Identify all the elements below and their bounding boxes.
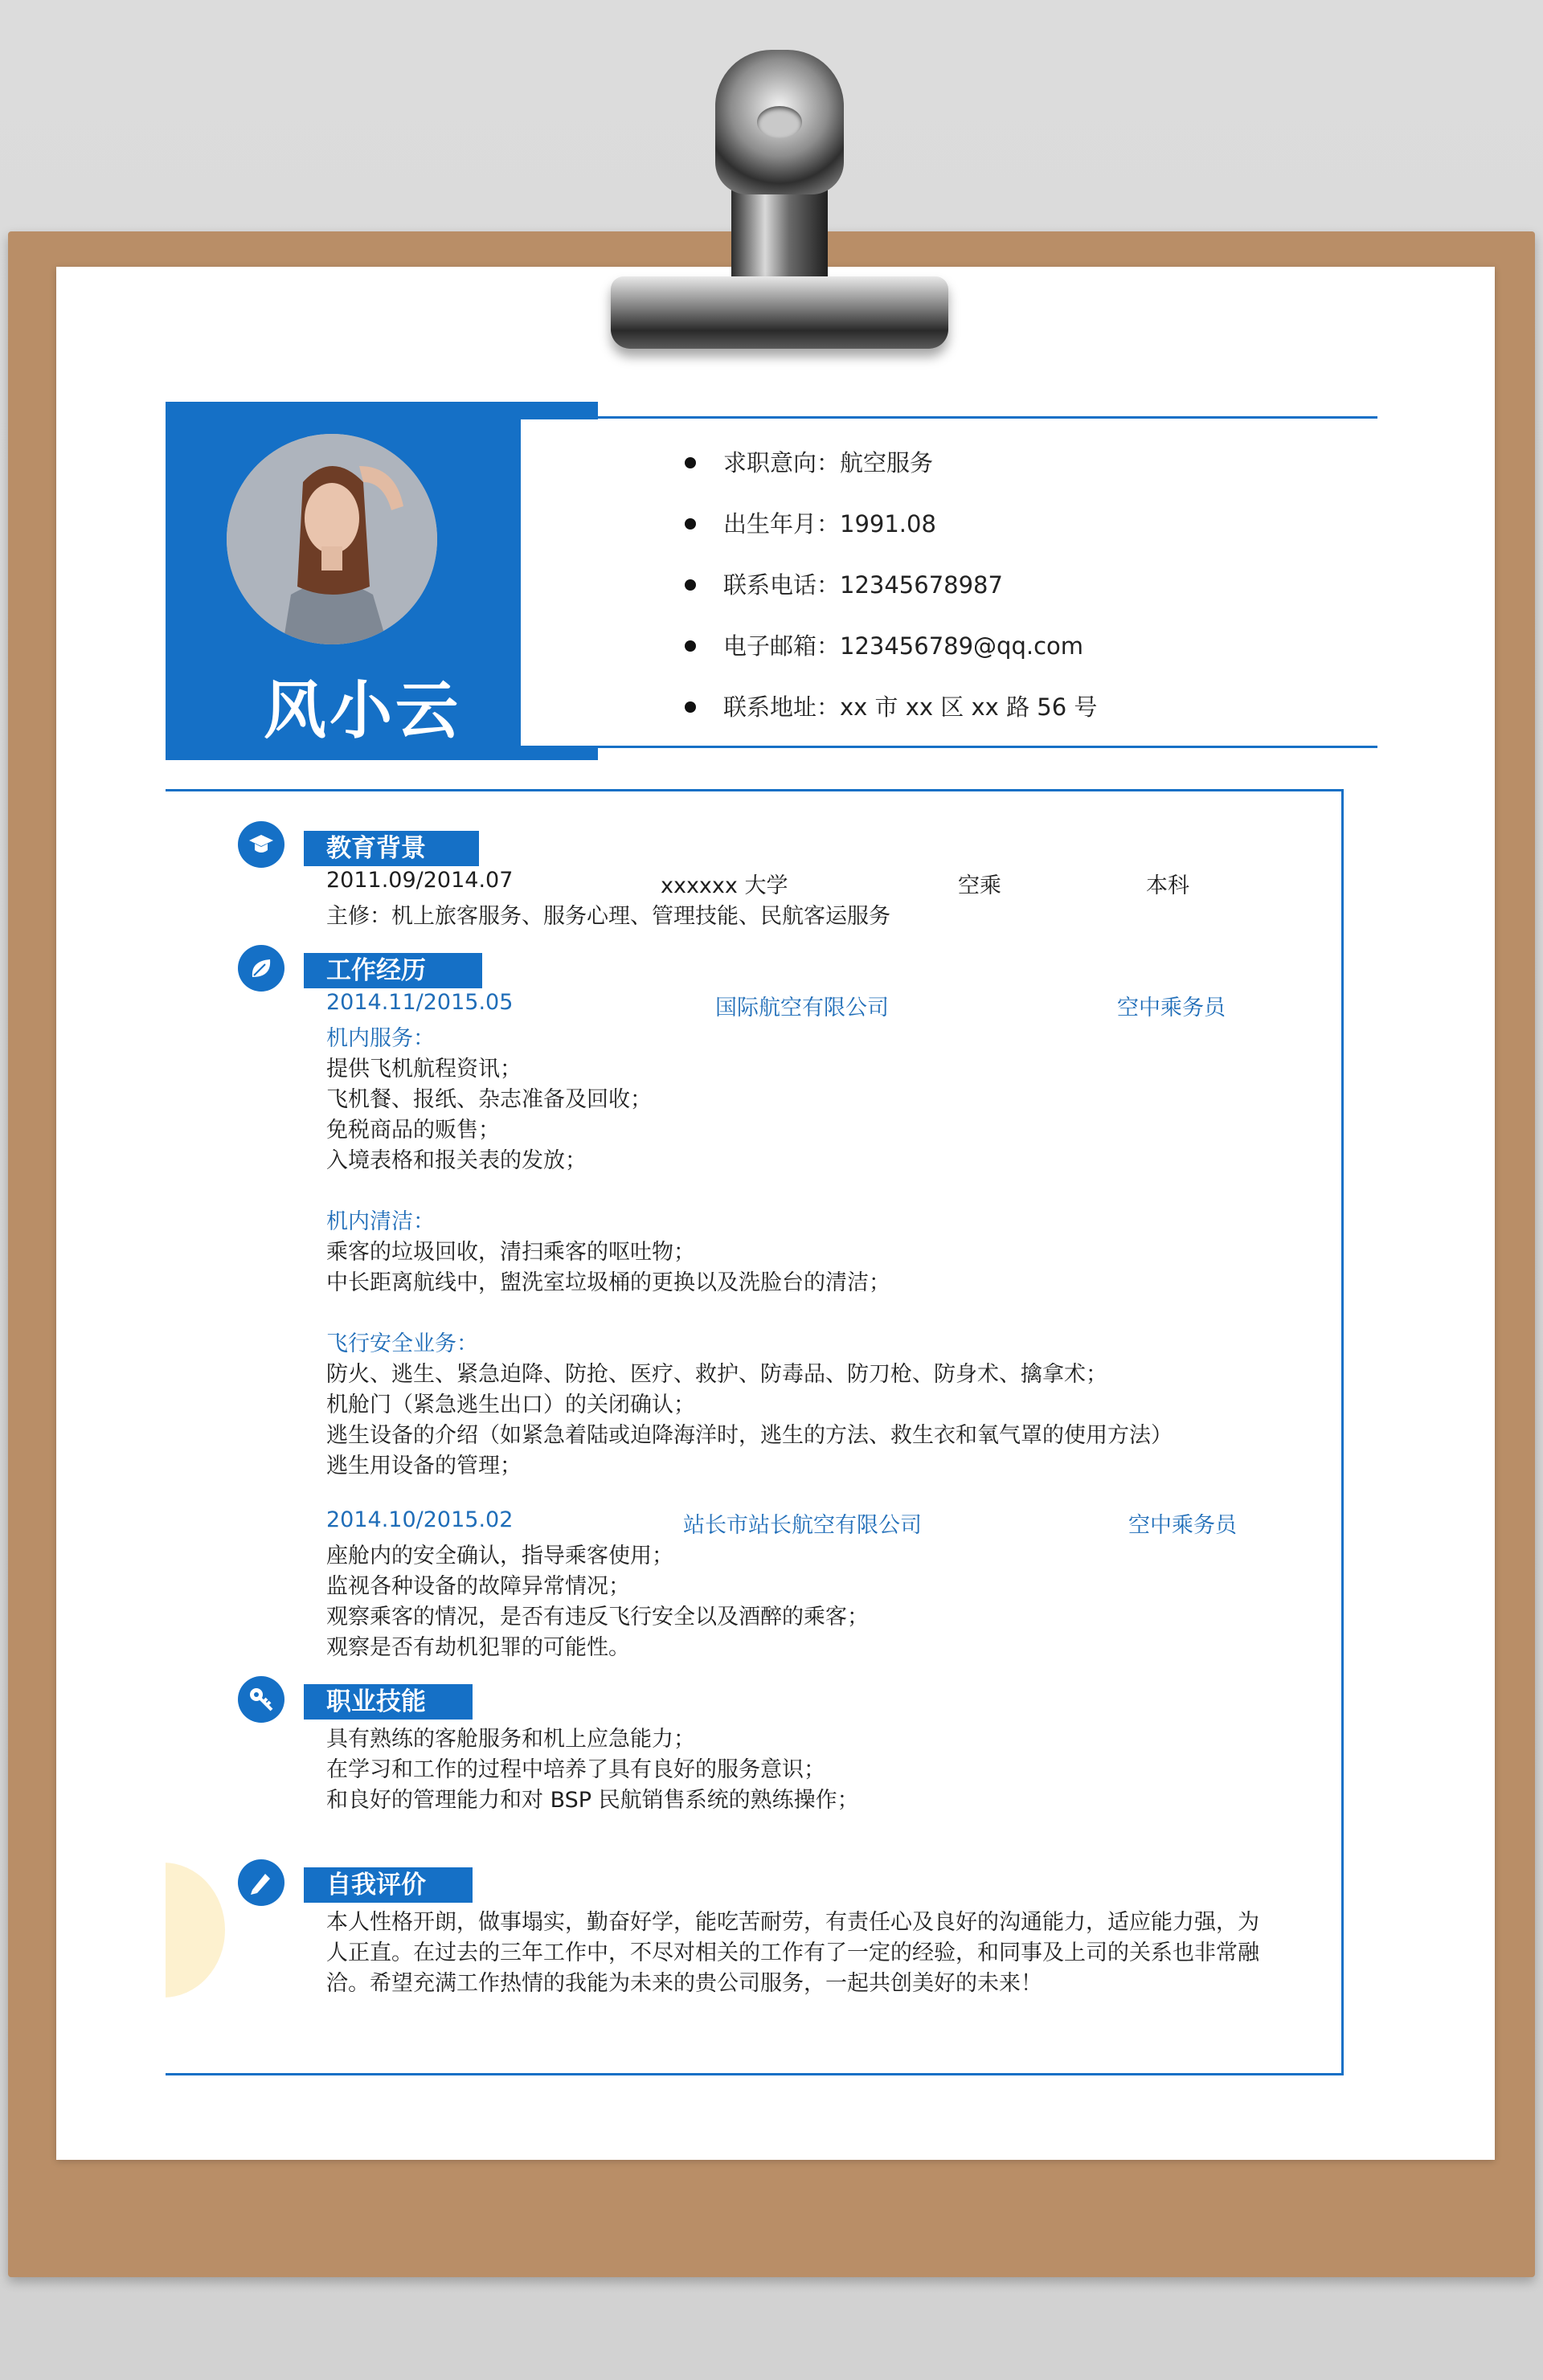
job2-company: 站长市站长航空有限公司 [683, 1513, 922, 1538]
bullet-icon [685, 457, 696, 468]
skill-line: 在学习和工作的过程中培养了具有良好的服务意识； [326, 1757, 825, 1782]
job2-position: 空中乘务员 [1128, 1513, 1237, 1538]
binder-clip [579, 50, 948, 355]
edu-major: 空乘 [958, 873, 1001, 898]
content-frame-right [1341, 789, 1344, 2075]
info-phone: 联系电话：12345678987 [685, 567, 1003, 600]
job1-sub1-line: 提供飞机航程资讯； [326, 1057, 522, 1082]
info-address: 联系地址：xx 市 xx 区 xx 路 56 号 [685, 689, 1097, 722]
job1-sub1-line: 入境表格和报关表的发放； [326, 1148, 587, 1173]
job1-sub3-title: 飞行安全业务： [326, 1331, 478, 1356]
job1-sub3-line: 机舱门（紧急逃生出口）的关闭确认； [326, 1392, 695, 1417]
edu-degree: 本科 [1146, 873, 1189, 898]
self-eval-line: 人正直。在过去的三年工作中，不尽对相关的工作有了一定的经验，和同事及上司的关系也非常融 [326, 1940, 1259, 1965]
content-frame-bottom [166, 2073, 1344, 2075]
candidate-name: 风小云 [263, 675, 461, 747]
job1-sub2-title: 机内清洁： [326, 1209, 435, 1234]
job1-position: 空中乘务员 [1117, 996, 1226, 1020]
job1-sub1-line: 飞机餐、报纸、杂志准备及回收； [326, 1087, 652, 1112]
skill-line: 和良好的管理能力和对 BSP 民航销售系统的熟练操作； [326, 1788, 859, 1813]
job2-line: 观察乘客的情况，是否有违反飞行安全以及酒醉的乘客； [326, 1605, 869, 1630]
content-frame-top [166, 789, 1344, 791]
bullet-icon [685, 518, 696, 530]
job1-sub2-line: 中长距离航线中，盥洗室垃圾桶的更换以及洗脸台的清洁； [326, 1270, 890, 1295]
job2-line: 座舱内的安全确认，指导乘客使用； [326, 1544, 673, 1568]
job1-period: 2014.11/2015.05 [326, 990, 514, 1015]
job1-company: 国际航空有限公司 [715, 996, 889, 1020]
edu-school: xxxxxx 大学 [661, 873, 788, 898]
bullet-icon [685, 579, 696, 591]
graduation-cap-icon [238, 821, 284, 868]
section-title-work: 工作经历 [304, 953, 482, 988]
job1-sub3-line: 防火、逃生、紧急迫降、防抢、医疗、救护、防毒品、防刀枪、防身术、擒拿术； [326, 1362, 1107, 1387]
job1-sub2-line: 乘客的垃圾回收，清扫乘客的呕吐物； [326, 1240, 695, 1265]
section-title-self-eval: 自我评价 [304, 1867, 473, 1903]
info-bottom-line [598, 746, 1377, 748]
avatar [227, 434, 437, 644]
job1-sub3-line: 逃生设备的介绍（如紧急着陆或迫降海洋时，逃生的方法、救生衣和氧气罩的使用方法） [326, 1423, 1173, 1448]
section-title-education: 教育背景 [304, 831, 479, 866]
info-job-intention: 求职意向：航空服务 [685, 445, 933, 478]
pencil-icon [238, 1859, 284, 1906]
job2-period: 2014.10/2015.02 [326, 1507, 514, 1532]
skill-line: 具有熟练的客舱服务和机上应急能力； [326, 1727, 695, 1752]
bullet-icon [685, 701, 696, 713]
info-email: 电子邮箱：123456789@qq.com [685, 628, 1083, 661]
bullet-icon [685, 640, 696, 652]
edu-courses: 主修：机上旅客服务、服务心理、管理技能、民航客运服务 [326, 904, 890, 929]
job2-line: 监视各种设备的故障异常情况； [326, 1574, 630, 1599]
job1-sub3-line: 逃生用设备的管理； [326, 1454, 522, 1478]
self-eval-line: 洽。希望充满工作热情的我能为未来的贵公司服务，一起共创美好的未来！ [326, 1971, 1042, 1996]
job1-sub1-title: 机内服务： [326, 1026, 435, 1051]
job1-sub1-line: 免税商品的贩售； [326, 1118, 500, 1143]
self-eval-line: 本人性格开朗，做事塌实，勤奋好学，能吃苦耐劳，有责任心及良好的沟通能力，适应能力强，为 [326, 1910, 1259, 1935]
leaf-icon [238, 945, 284, 992]
edu-period: 2011.09/2014.07 [326, 868, 514, 893]
info-birth: 出生年月：1991.08 [685, 506, 936, 539]
info-top-line [598, 416, 1377, 419]
section-title-skills: 职业技能 [304, 1684, 473, 1720]
job2-line: 观察是否有劫机犯罪的可能性。 [326, 1635, 630, 1660]
key-icon [238, 1676, 284, 1723]
